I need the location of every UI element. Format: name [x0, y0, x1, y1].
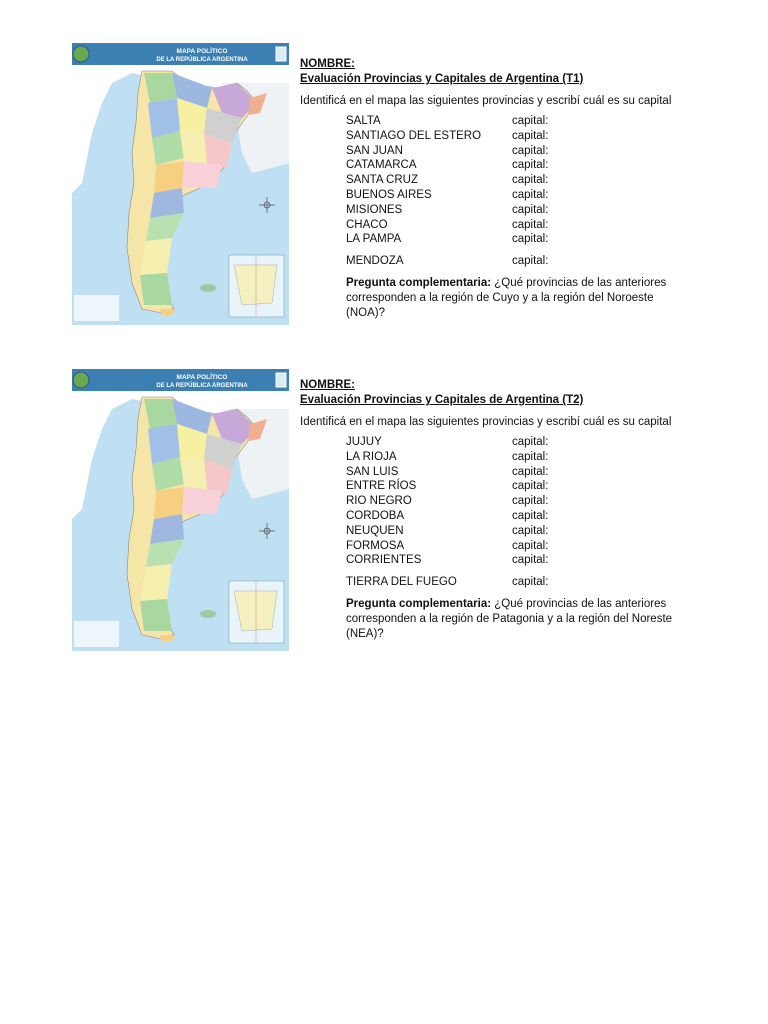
instructions: Identificá en el mapa las siguientes provincias y escribí cuál es su capital: [300, 416, 672, 428]
province-name: CORDOBA: [346, 509, 405, 522]
province-name: NEUQUEN: [346, 524, 404, 537]
question-label: Pregunta complementaria:: [346, 276, 492, 289]
test-text: [300, 57, 700, 321]
map-header-line2: DE LA REPÚBLICA ARGENTINA: [156, 383, 248, 389]
list-item: [346, 158, 700, 173]
shield-icon: [276, 47, 286, 61]
list-item: [346, 218, 700, 233]
province-name: SANTA CRUZ: [346, 174, 418, 187]
capital-label: capital:: [512, 129, 549, 142]
instructions: Identificá en el mapa las siguientes provincias y escribí cuál es su capital: [300, 95, 672, 107]
globe-icon: [73, 46, 89, 62]
province-name: RIO NEGRO: [346, 495, 412, 508]
list-item: [346, 524, 700, 539]
list-item: [346, 114, 700, 129]
list-item: [346, 450, 700, 465]
capital-label: capital:: [512, 203, 549, 216]
province-name: SAN LUIS: [346, 465, 399, 478]
argentina-political-map: [72, 369, 289, 651]
question-text: ¿Qué provincias de las anteriores corresponden a la región de Cuyo y a la región del Noroeste (NOA)?: [346, 276, 667, 319]
province-name: CHACO: [346, 218, 388, 231]
shield-icon: [276, 373, 286, 387]
capital-label: capital:: [512, 509, 549, 522]
list-item: [346, 203, 700, 218]
province-name: SALTA: [346, 115, 381, 127]
test-title: Evaluación Provincias y Capitales de Argentina (T2): [300, 394, 584, 406]
map-header-line1: MAPA POLÍTICO: [176, 48, 228, 55]
capital-label: capital:: [512, 255, 549, 268]
question-label: Pregunta complementaria:: [346, 597, 492, 610]
capital-label: capital:: [512, 524, 549, 537]
list-item: [346, 232, 700, 247]
capital-label: capital:: [512, 450, 549, 463]
test-text: [300, 378, 700, 642]
capital-label: capital:: [512, 159, 549, 172]
name-label: NOMBRE:: [300, 379, 355, 391]
capital-label: capital:: [512, 480, 549, 493]
complementary-question: [346, 597, 686, 642]
capital-label: capital:: [512, 233, 549, 246]
list-item: [346, 173, 700, 188]
province-name: FORMOSA: [346, 539, 405, 552]
list-item: [346, 465, 700, 480]
list-item: [346, 188, 700, 203]
map-header-line2: DE LA REPÚBLICA ARGENTINA: [156, 57, 248, 63]
list-item: [346, 494, 700, 509]
globe-icon: [73, 372, 89, 388]
list-item: [346, 254, 700, 269]
list-item: [346, 539, 700, 554]
province-name: CORRIENTES: [346, 554, 422, 567]
name-label: NOMBRE:: [300, 58, 355, 70]
province-name: ENTRE RÍOS: [346, 480, 417, 493]
province-list: [346, 435, 700, 590]
province-list: [346, 114, 700, 269]
list-item: [346, 144, 700, 159]
list-item: [346, 509, 700, 524]
province-name: CATAMARCA: [346, 159, 417, 172]
capital-label: capital:: [512, 218, 549, 231]
list-item: [346, 553, 700, 568]
list-item: [346, 575, 700, 590]
complementary-question: [346, 276, 686, 321]
capital-label: capital:: [512, 436, 549, 448]
province-name: JUJUY: [346, 436, 382, 448]
province-name: MISIONES: [346, 203, 403, 216]
capital-label: capital:: [512, 188, 549, 201]
list-item: [346, 435, 700, 450]
province-name: BUENOS AIRES: [346, 188, 432, 201]
argentina-political-map: [72, 43, 289, 325]
capital-label: capital:: [512, 465, 549, 478]
capital-label: capital:: [512, 495, 549, 508]
capital-label: capital:: [512, 144, 549, 157]
question-text: ¿Qué provincias de las anteriores corresponden a la región de Patagonia y a la región del Noreste (NEA)?: [346, 597, 673, 640]
province-name: SANTIAGO DEL ESTERO: [346, 129, 482, 142]
province-name: LA PAMPA: [346, 233, 402, 246]
test-title: Evaluación Provincias y Capitales de Argentina (T1): [300, 73, 584, 85]
province-name: MENDOZA: [346, 255, 404, 268]
capital-label: capital:: [512, 174, 549, 187]
list-item: [346, 479, 700, 494]
province-name: SAN JUAN: [346, 144, 403, 157]
list-item: [346, 129, 700, 144]
map-header-line1: MAPA POLÍTICO: [176, 374, 228, 381]
capital-label: capital:: [512, 115, 549, 127]
province-name: TIERRA DEL FUEGO: [346, 576, 457, 589]
capital-label: capital:: [512, 576, 549, 589]
capital-label: capital:: [512, 539, 549, 552]
province-name: LA RIOJA: [346, 450, 397, 463]
capital-label: capital:: [512, 554, 549, 567]
